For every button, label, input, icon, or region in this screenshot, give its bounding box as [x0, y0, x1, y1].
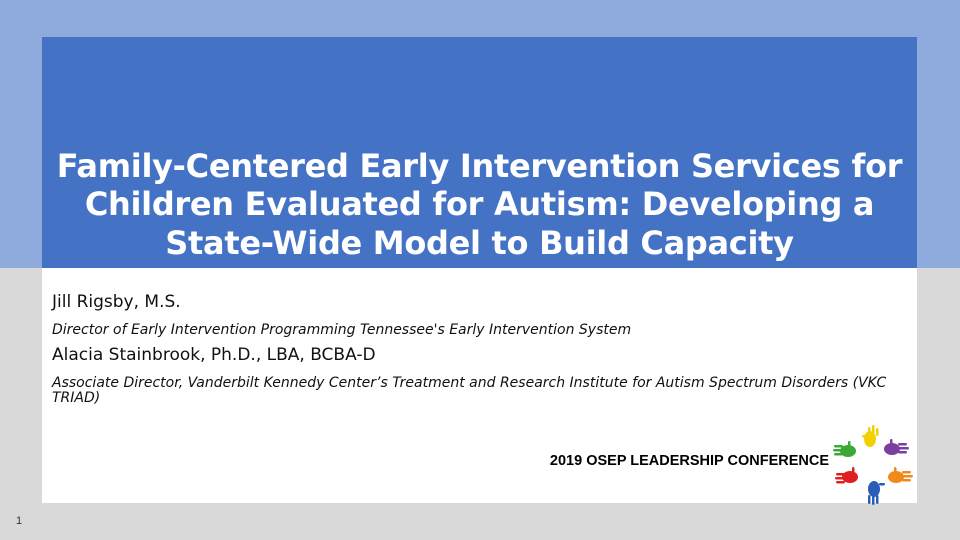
presenter-role: Associate Director, Vanderbilt Kennedy Center’s Treatment and Research Institute for Autism Spectrum Disorders (VKC TRIAD) [52, 375, 887, 406]
presenters-block [52, 291, 902, 406]
presenter-name: Jill Rigsby, M.S. [52, 292, 181, 312]
conference-label: 2019 OSEP LEADERSHIP CONFERENCE [549, 453, 829, 469]
presenter-name: Alacia Stainbrook, Ph.D., LBA, BCBA-D [52, 345, 376, 365]
title-banner [42, 37, 917, 268]
page-number: 1 [16, 515, 23, 527]
slide-title: Family-Centered Early Intervention Services for Children Evaluated for Autism: Developing a State-Wide Model to Build Capacity [56, 146, 903, 262]
slide-card [42, 37, 917, 503]
presenter-role: Director of Early Intervention Programming Tennessee's Early Intervention System [52, 322, 632, 338]
colorful-hands-logo-icon [832, 425, 917, 505]
